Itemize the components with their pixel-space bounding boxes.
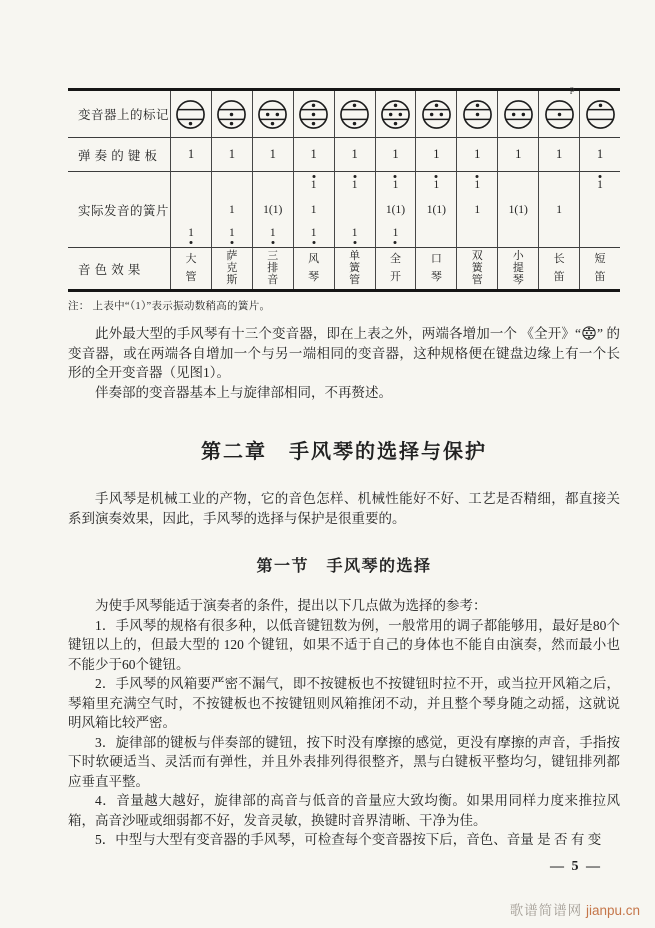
- played-key-value: 1: [310, 147, 317, 161]
- row-label-played-keys: 弹 奏 的 键 板: [68, 137, 170, 171]
- criteria-item-1: 1．手风琴的规格有很多种，以低音键钮数为例，一般常用的调子都能够用，最好是80个键钮以上的，但最大型的 120 个键钮，如果不适于自己的身体也不能自由演奏，然而最小也不能少于60个键钮。: [68, 617, 620, 672]
- timbre-cells: [170, 247, 620, 289]
- watermark: [510, 899, 640, 919]
- timbre-effect-cell: [211, 247, 252, 289]
- timbre-effect-cell: [497, 247, 538, 289]
- register-symbol-icon: [298, 99, 329, 130]
- register-symbol-cell: [252, 91, 293, 137]
- sounding-reeds-cell: [375, 171, 416, 247]
- row-label-sounding-reeds: 实际发音的簧片: [68, 171, 170, 247]
- criteria-item-2: 2．手风琴的风箱要严密不漏气，即不按键板也不按键钮时拉不开，或当拉开风箱之后，琴箱里充满空气时，不按键板也不按键钮则风箱推闭不动，并且整个琴身随之动摇，这就说明风箱比较严密。: [68, 676, 620, 730]
- register-symbol-cell: [375, 91, 416, 137]
- register-symbol-cell: [579, 91, 620, 137]
- section-title: 第一节 手风琴的选择: [256, 558, 432, 575]
- reed-stack: 1 1: [474, 178, 481, 216]
- watermark-site-url[interactable]: jianpu.cn: [585, 903, 640, 918]
- played-key-value: 1: [596, 147, 604, 161]
- reed-stack: 1: [556, 203, 562, 216]
- timbre-label: 大 管: [185, 253, 197, 283]
- sounding-reeds-cell: [170, 171, 211, 247]
- page-content: [68, 88, 620, 875]
- reed-stack: 1: [188, 226, 194, 239]
- symbols-cells: [170, 91, 620, 137]
- played-key-cell: [252, 137, 293, 171]
- full-open-register-icon: [582, 326, 596, 340]
- sounding-reeds-cell: [415, 171, 456, 247]
- played-key-value: 1: [392, 147, 399, 161]
- timbre-effect-cell: [293, 247, 334, 289]
- criteria-item-4: 4．音量越大越好，旋律部的高音与低音的音量应大致均衡。如果用同样力度来推拉风箱，高音沙哑或细弱都不好，发音灵敏，换键时音界清晰、干净为佳。: [68, 793, 620, 828]
- reed-stack: 1 1 1: [310, 178, 317, 239]
- selection-criteria-list: [68, 616, 620, 850]
- reed-stack: 1(1): [508, 203, 528, 216]
- sounding-reeds-cell: [334, 171, 375, 247]
- timbre-label: 萨 克 斯: [226, 250, 238, 286]
- played-key-value: 1: [474, 147, 481, 161]
- reed-stack: 1 1: [351, 178, 358, 239]
- played-key-value: 1: [555, 147, 563, 161]
- played-key-value: 1: [515, 147, 522, 161]
- timbre-effect-cell: [170, 247, 211, 289]
- played-key-cell: [334, 137, 375, 171]
- register-symbol-cell: [456, 91, 497, 137]
- watermark-site-name: 歌谱简谱网: [509, 903, 583, 918]
- register-symbol-cell: [415, 91, 456, 137]
- timbre-label: 短 笛: [594, 253, 606, 283]
- sounding-reeds-cell: [293, 171, 334, 247]
- register-table: [68, 88, 620, 292]
- reed-stack: 1 1(1) 1: [385, 178, 406, 239]
- reed-stack: 1 1: [228, 203, 235, 239]
- chapter-title: 第二章 手风琴的选择与保护: [201, 441, 487, 463]
- register-symbol-icon: [339, 99, 370, 130]
- row-label-register-marks: 变音器上的标记: [78, 108, 170, 122]
- sounding-reeds-cell: [579, 171, 620, 247]
- criteria-item-3: 3．旋律部的键板与伴奏部的键钮，按下时没有摩擦的感觉，更没有摩擦的声音，手指按下时软硬适当、灵活而有弹性，并且外表排列得很整齐，黑与白键板平整均匀，键钮排列都应垂直平整。: [68, 734, 620, 789]
- played-key-cell: [293, 137, 334, 171]
- register-symbol-cell: [538, 91, 579, 137]
- register-symbol-icon: [544, 99, 575, 130]
- keys-cells: [170, 137, 620, 171]
- register-symbol-icon: [175, 99, 206, 130]
- paragraph-extra-registers-text-after: ” 的变音器，或在两端各自增加一个与另一端相同的变音器，这种规格便在键盘边缘上有一个长形的全开变音器（见图1）。: [68, 326, 620, 380]
- table-footnote: 注： 上表中“（1）”表示振动数稍高的簧片。: [68, 301, 271, 312]
- register-symbol-icon: [216, 99, 247, 130]
- register-symbol-cell: [497, 91, 538, 137]
- played-key-cell: [415, 137, 456, 171]
- page-number: — 5 —: [550, 858, 602, 874]
- played-key-cell: [170, 137, 211, 171]
- played-key-value: 1: [187, 147, 195, 161]
- paragraph-extra-registers: [68, 324, 620, 383]
- table-row-timbre: [68, 247, 620, 289]
- played-key-cell: [538, 137, 579, 171]
- timbre-effect-cell: [538, 247, 579, 289]
- timbre-label: 小 提 琴: [512, 250, 524, 286]
- sounding-reeds-cell: [456, 171, 497, 247]
- timbre-label: 长 笛: [553, 253, 565, 283]
- chapter-intro-paragraph: 手风琴是机械工业的产物，它的音色怎样、机械性能好不好、工艺是否精细，都直接关系到演奏效果，因此，手风琴的选择与保护是很重要的。: [68, 491, 620, 526]
- sounding-reeds-cell: [538, 171, 579, 247]
- register-symbol-icon: [503, 99, 534, 130]
- timbre-label: 单 簧 管: [349, 250, 361, 286]
- register-symbol-cell: [334, 91, 375, 137]
- played-key-cell: [375, 137, 416, 171]
- timbre-effect-cell: [415, 247, 456, 289]
- played-key-cell: [497, 137, 538, 171]
- timbre-label: 三 排 音: [267, 250, 279, 286]
- section-lead-paragraph: 为使手风琴能适于演奏者的条件，提出以下几点做为选择的参考：: [95, 598, 487, 613]
- timbre-label: 口 琴: [430, 253, 442, 283]
- sounding-reeds-cell: [211, 171, 252, 247]
- sounding-reeds-cell: [252, 171, 293, 247]
- reed-stack: 1: [597, 178, 603, 191]
- register-symbol-cell: [170, 91, 211, 137]
- register-symbol-cell: [293, 91, 334, 137]
- timbre-effect-cell: [579, 247, 620, 289]
- print-artifact: p: [570, 84, 575, 94]
- timbre-label: 双 簧 管: [471, 250, 483, 286]
- timbre-label: 风 琴: [308, 253, 320, 283]
- register-symbol-icon: [380, 99, 411, 130]
- register-symbol-icon: [462, 99, 493, 130]
- played-key-cell: [211, 137, 252, 171]
- table-row-reeds: [68, 171, 620, 247]
- played-key-cell: [456, 137, 497, 171]
- register-symbol-icon: [257, 99, 288, 130]
- sounding-reeds-cell: [497, 171, 538, 247]
- paragraph-accompaniment: 伴奏部的变音器基本上与旋律部相同，不再赘述。: [95, 384, 392, 400]
- criteria-item-5: 5．中型与大型有变音器的手风琴，可检查每个变音器按下后，音色、音量 是 否 有 变: [95, 832, 602, 847]
- register-symbol-icon: [585, 99, 616, 130]
- timbre-effect-cell: [375, 247, 416, 289]
- reed-stack: 1(1) 1: [263, 203, 283, 239]
- table-row-keys: [68, 137, 620, 171]
- table-row-symbols: [68, 91, 620, 137]
- played-key-value: 1: [269, 147, 276, 161]
- register-symbol-icon: [421, 99, 452, 130]
- row-label-timbre-effect: 音 色 效 果: [68, 247, 170, 289]
- played-key-value: 1: [228, 147, 235, 161]
- paragraph-extra-registers-text-before: 此外最大型的手风琴有十三个变音器，即在上表之外，两端各增加一个 《全开》“: [95, 326, 582, 341]
- played-key-cell: [579, 137, 620, 171]
- register-symbol-cell: [211, 91, 252, 137]
- played-key-value: 1: [433, 147, 440, 161]
- played-key-value: 1: [351, 147, 358, 161]
- reeds-cells: [170, 171, 620, 247]
- timbre-effect-cell: [456, 247, 497, 289]
- timbre-label: 全 开: [389, 253, 401, 283]
- reed-stack: 1 1(1): [426, 178, 446, 216]
- timbre-effect-cell: [252, 247, 293, 289]
- timbre-effect-cell: [334, 247, 375, 289]
